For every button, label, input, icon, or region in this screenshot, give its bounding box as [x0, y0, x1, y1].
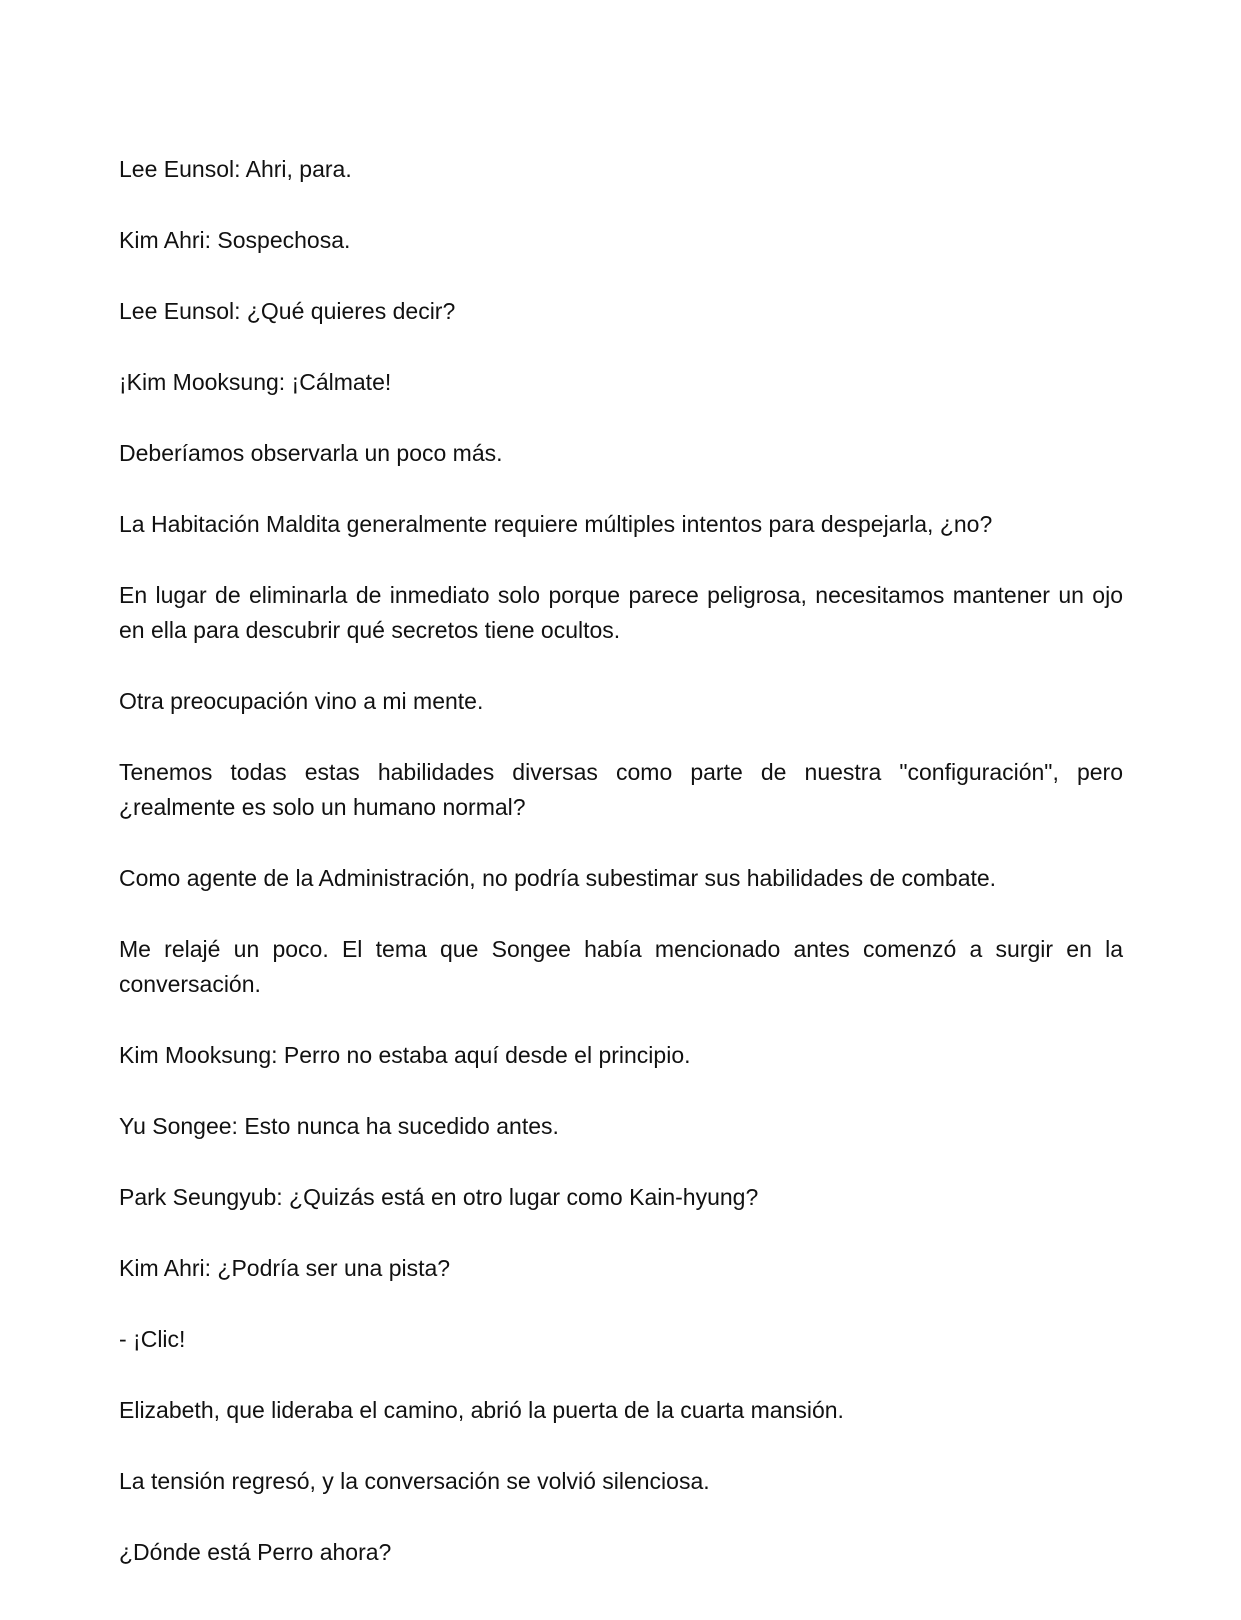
paragraph: - ¡Clic!	[119, 1326, 186, 1352]
paragraph: Lee Eunsol: Ahri, para.	[119, 156, 352, 182]
paragraph: Otra preocupación vino a mi mente.	[119, 688, 484, 714]
document-body	[119, 152, 1123, 1606]
paragraph: Kim Ahri: ¿Podría ser una pista?	[119, 1255, 451, 1281]
paragraph: Kim Mooksung: Perro no estaba aquí desde el principio.	[119, 1042, 691, 1068]
paragraph: Park Seungyub: ¿Quizás está en otro lugar como Kain-hyung?	[119, 1184, 759, 1210]
paragraph: En lugar de eliminarla de inmediato solo porque parece peligrosa, necesitamos mantener un ojo en ella para descubrir qué secretos tiene ocultos.	[119, 582, 1123, 643]
paragraph: Como agente de la Administración, no podría subestimar sus habilidades de combate.	[119, 865, 997, 891]
paragraph: Tenemos todas estas habilidades diversas como parte de nuestra "configuración", pero ¿realmente es solo un humano normal?	[119, 759, 1123, 820]
paragraph: Me relajé un poco. El tema que Songee había mencionado antes comenzó a surgir en la conversación.	[119, 936, 1123, 997]
paragraph: Yu Songee: Esto nunca ha sucedido antes.	[119, 1113, 559, 1139]
paragraph: Kim Ahri: Sospechosa.	[119, 227, 351, 253]
paragraph: ¿Dónde está Perro ahora?	[119, 1539, 392, 1565]
paragraph: ¡Kim Mooksung: ¡Cálmate!	[119, 369, 392, 395]
paragraph: La Habitación Maldita generalmente requiere múltiples intentos para despejarla, ¿no?	[119, 511, 993, 537]
paragraph: La tensión regresó, y la conversación se volvió silenciosa.	[119, 1468, 710, 1494]
paragraph: Lee Eunsol: ¿Qué quieres decir?	[119, 298, 456, 324]
paragraph: Deberíamos observarla un poco más.	[119, 440, 503, 466]
paragraph: Elizabeth, que lideraba el camino, abrió la puerta de la cuarta mansión.	[119, 1397, 844, 1423]
